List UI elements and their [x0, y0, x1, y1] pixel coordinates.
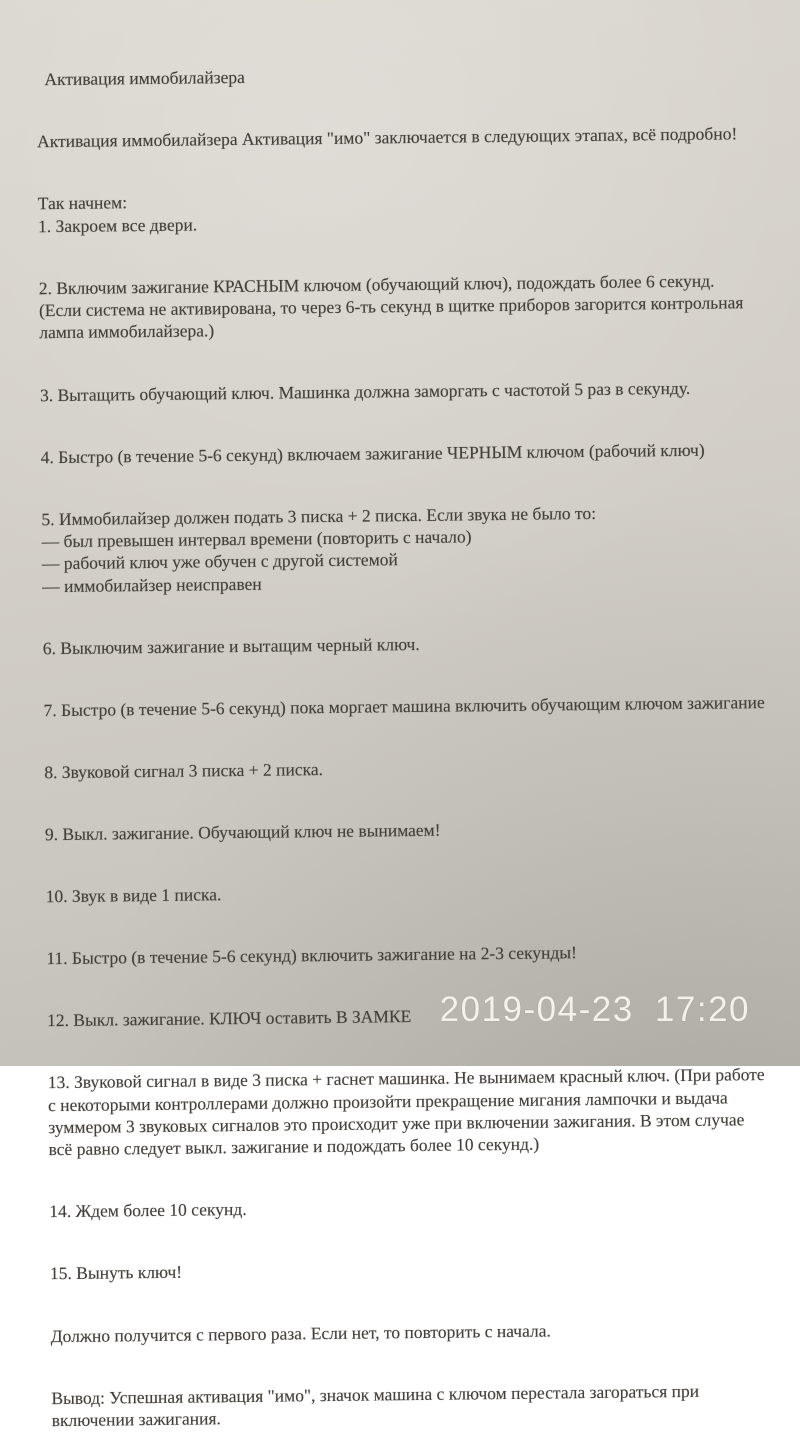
page-title: Активация иммобилайзера [44, 67, 246, 90]
step-14: 14. Ждем более 10 секунд. [49, 1199, 247, 1222]
steps-lead-in: Так начнем: 1. Закроем все двери. [37, 192, 198, 237]
step-13: 13. Звуковой сигнал в виде 3 писка + гаснет машинка. Не вынимаем красный ключ. (При работе с некоторыми контроллерами должно произойти прекращение мигания лампочки и выдача зуммером 3 звуковых сигналов это происходит уже при включении зажигания. В этом случае всё равно следует выкл. зажигание и подождать более 10 секунд.) [47, 1064, 765, 1160]
step-5: 5. Иммобилайзер должен подать 3 писка + 2 писка. Если звука не было то: — был превышен интервал времени (повторить с начало) — рабочий ключ уже обучен с другой системой — иммобилайзер неисправен [41, 502, 597, 596]
step-4: 4. Быстро (в течение 5-6 секунд) включаем зажигание ЧЕРНЫМ ключом (рабочий ключ) [40, 439, 705, 467]
intro-line: Активация иммобилайзера Активация "имо" заключается в следующих этапах, всё подробно! [37, 123, 738, 152]
step-9: 9. Выкл. зажигание. Обучающий ключ не вынимаем! [44, 819, 441, 845]
step-15: 15. Вынуть ключ! [49, 1262, 183, 1284]
step-11: 11. Быстро (в течение 5-6 секунд) включить зажигание на 2-3 секунды! [46, 942, 578, 969]
conclusion: Вывод: Успешная активация "имо", значок машина с ключом перестала загораться при включении зажигания. [51, 1380, 700, 1431]
step-3: 3. Вытащить обучающий ключ. Машинка должна заморгать с частотой 5 раз в секунду. [39, 377, 691, 405]
closing-note: Должно получится с первого раза. Если нет, то повторить с начала. [50, 1320, 551, 1346]
step-8: 8. Звуковой сигнал 3 писка + 2 писка. [44, 758, 324, 783]
step-10: 10. Звук в виде 1 писка. [45, 884, 222, 907]
document-page [36, 38, 792, 1454]
step-12: 12. Выкл. зажигание. КЛЮЧ оставить В ЗАМКЕ [46, 1006, 412, 1031]
step-7: 7. Быстро (в течение 5-6 секунд) пока моргает машина включить обучающим ключом зажигание [43, 691, 765, 721]
step-2: 2. Включим зажигание КРАСНЫМ ключом (обучающий ключ), подождать более 6 секунд. (Если система не активирована, то через 6-ть секунд в щитке приборов загорится контрольная лампа иммобилайзера.) [38, 270, 744, 343]
camera-timestamp: 2019-04-23 17:20 [439, 990, 750, 1029]
step-6: 6. Выключим зажигание и вытащим черный ключ. [42, 633, 420, 658]
